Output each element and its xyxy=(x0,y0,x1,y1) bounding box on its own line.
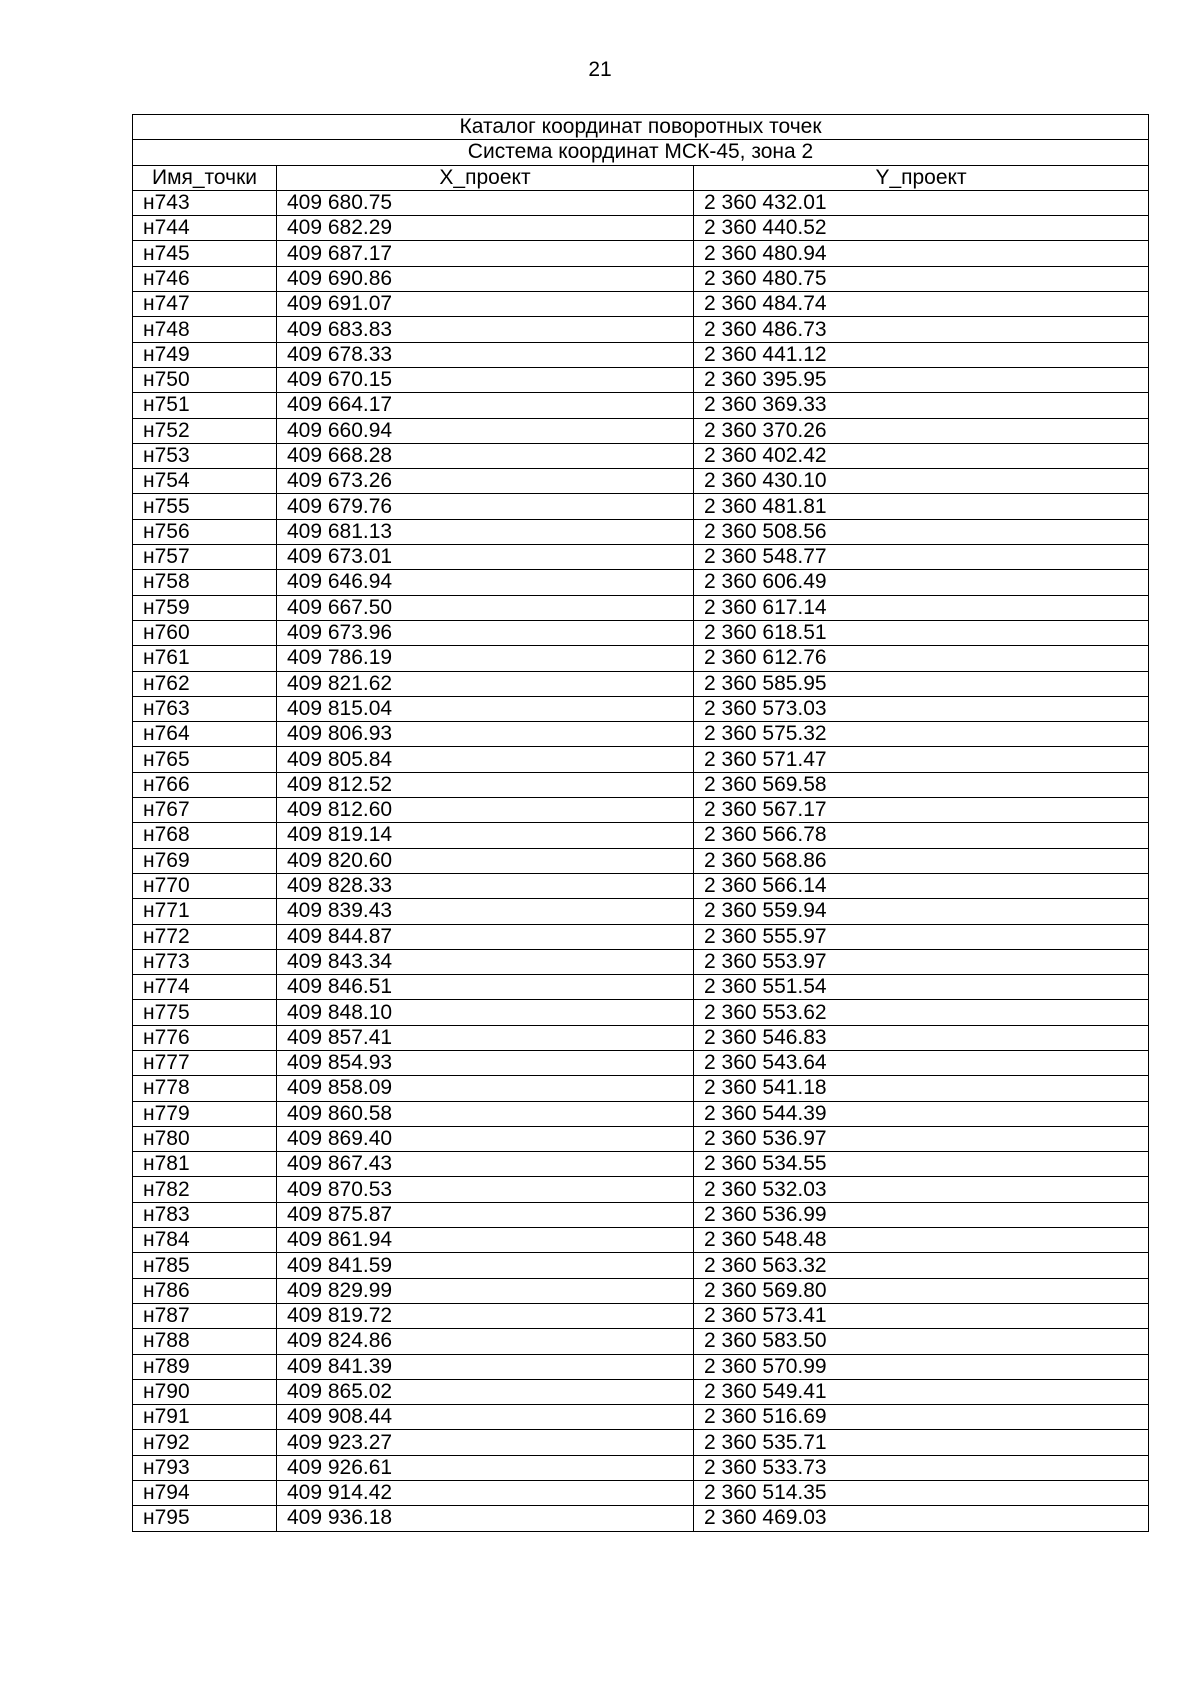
cell-x: 409 673.01 xyxy=(277,545,694,570)
table-row xyxy=(133,1354,1149,1379)
cell-point-name: н768 xyxy=(133,823,277,848)
cell-y: 2 360 440.52 xyxy=(694,216,1149,241)
table-row xyxy=(133,747,1149,772)
table-row xyxy=(133,1101,1149,1126)
cell-x: 409 679.76 xyxy=(277,494,694,519)
cell-y: 2 360 566.14 xyxy=(694,873,1149,898)
cell-y: 2 360 544.39 xyxy=(694,1101,1149,1126)
cell-point-name: н751 xyxy=(133,393,277,418)
cell-point-name: н782 xyxy=(133,1177,277,1202)
cell-x: 409 691.07 xyxy=(277,292,694,317)
cell-y: 2 360 541.18 xyxy=(694,1076,1149,1101)
cell-y: 2 360 571.47 xyxy=(694,747,1149,772)
cell-y: 2 360 543.64 xyxy=(694,1050,1149,1075)
cell-x: 409 923.27 xyxy=(277,1430,694,1455)
table-row xyxy=(133,1228,1149,1253)
cell-x: 409 908.44 xyxy=(277,1405,694,1430)
cell-point-name: н753 xyxy=(133,443,277,468)
cell-point-name: н789 xyxy=(133,1354,277,1379)
cell-y: 2 360 508.56 xyxy=(694,519,1149,544)
cell-point-name: н761 xyxy=(133,646,277,671)
cell-x: 409 683.83 xyxy=(277,317,694,342)
cell-point-name: н752 xyxy=(133,418,277,443)
table-row xyxy=(133,772,1149,797)
cell-x: 409 914.42 xyxy=(277,1481,694,1506)
header-x: X_проект xyxy=(277,165,694,190)
cell-x: 409 673.96 xyxy=(277,620,694,645)
table-row xyxy=(133,671,1149,696)
cell-point-name: н758 xyxy=(133,570,277,595)
cell-x: 409 867.43 xyxy=(277,1152,694,1177)
table-row xyxy=(133,292,1149,317)
table-row xyxy=(133,873,1149,898)
table-row xyxy=(133,1278,1149,1303)
cell-y: 2 360 395.95 xyxy=(694,367,1149,392)
table-row xyxy=(133,519,1149,544)
cell-y: 2 360 583.50 xyxy=(694,1329,1149,1354)
table-row xyxy=(133,1455,1149,1480)
cell-y: 2 360 369.33 xyxy=(694,393,1149,418)
cell-x: 409 857.41 xyxy=(277,1025,694,1050)
cell-point-name: н776 xyxy=(133,1025,277,1050)
table-row xyxy=(133,1303,1149,1328)
cell-x: 409 820.60 xyxy=(277,848,694,873)
cell-x: 409 936.18 xyxy=(277,1506,694,1531)
cell-x: 409 821.62 xyxy=(277,671,694,696)
cell-x: 409 819.72 xyxy=(277,1303,694,1328)
cell-point-name: н784 xyxy=(133,1228,277,1253)
cell-y: 2 360 534.55 xyxy=(694,1152,1149,1177)
cell-point-name: н777 xyxy=(133,1050,277,1075)
cell-x: 409 926.61 xyxy=(277,1455,694,1480)
table-row xyxy=(133,924,1149,949)
table-row xyxy=(133,494,1149,519)
cell-y: 2 360 566.78 xyxy=(694,823,1149,848)
cell-y: 2 360 516.69 xyxy=(694,1405,1149,1430)
cell-y: 2 360 480.75 xyxy=(694,266,1149,291)
cell-point-name: н773 xyxy=(133,949,277,974)
cell-y: 2 360 402.42 xyxy=(694,443,1149,468)
cell-point-name: н747 xyxy=(133,292,277,317)
cell-point-name: н794 xyxy=(133,1481,277,1506)
cell-x: 409 680.75 xyxy=(277,190,694,215)
table-row xyxy=(133,266,1149,291)
table-body xyxy=(133,115,1149,1532)
table-row xyxy=(133,1050,1149,1075)
cell-point-name: н795 xyxy=(133,1506,277,1531)
cell-y: 2 360 575.32 xyxy=(694,722,1149,747)
cell-y: 2 360 484.74 xyxy=(694,292,1149,317)
cell-point-name: н770 xyxy=(133,873,277,898)
cell-y: 2 360 570.99 xyxy=(694,1354,1149,1379)
table-row xyxy=(133,469,1149,494)
table-row xyxy=(133,722,1149,747)
cell-point-name: н765 xyxy=(133,747,277,772)
cell-point-name: н781 xyxy=(133,1152,277,1177)
cell-point-name: н763 xyxy=(133,696,277,721)
table-row xyxy=(133,241,1149,266)
table-title-row xyxy=(133,115,1149,140)
cell-x: 409 806.93 xyxy=(277,722,694,747)
table-row xyxy=(133,1481,1149,1506)
table-row xyxy=(133,1253,1149,1278)
cell-y: 2 360 567.17 xyxy=(694,798,1149,823)
cell-y: 2 360 553.97 xyxy=(694,949,1149,974)
table-header-row xyxy=(133,165,1149,190)
table-row xyxy=(133,190,1149,215)
table-row xyxy=(133,975,1149,1000)
table-row xyxy=(133,342,1149,367)
cell-y: 2 360 536.99 xyxy=(694,1202,1149,1227)
cell-x: 409 860.58 xyxy=(277,1101,694,1126)
cell-x: 409 687.17 xyxy=(277,241,694,266)
cell-x: 409 668.28 xyxy=(277,443,694,468)
cell-y: 2 360 569.80 xyxy=(694,1278,1149,1303)
table-row xyxy=(133,1506,1149,1531)
cell-y: 2 360 559.94 xyxy=(694,899,1149,924)
cell-y: 2 360 551.54 xyxy=(694,975,1149,1000)
cell-y: 2 360 486.73 xyxy=(694,317,1149,342)
cell-point-name: н757 xyxy=(133,545,277,570)
cell-y: 2 360 548.77 xyxy=(694,545,1149,570)
cell-point-name: н743 xyxy=(133,190,277,215)
cell-y: 2 360 617.14 xyxy=(694,595,1149,620)
cell-y: 2 360 612.76 xyxy=(694,646,1149,671)
table-row xyxy=(133,1025,1149,1050)
cell-point-name: н779 xyxy=(133,1101,277,1126)
table-row xyxy=(133,1430,1149,1455)
table-title: Каталог координат поворотных точек xyxy=(133,115,1149,140)
table-row xyxy=(133,1000,1149,1025)
cell-point-name: н788 xyxy=(133,1329,277,1354)
cell-x: 409 861.94 xyxy=(277,1228,694,1253)
cell-x: 409 843.34 xyxy=(277,949,694,974)
cell-point-name: н785 xyxy=(133,1253,277,1278)
cell-x: 409 670.15 xyxy=(277,367,694,392)
cell-point-name: н771 xyxy=(133,899,277,924)
cell-x: 409 690.86 xyxy=(277,266,694,291)
table-row xyxy=(133,545,1149,570)
table-row xyxy=(133,1177,1149,1202)
cell-x: 409 646.94 xyxy=(277,570,694,595)
cell-y: 2 360 546.83 xyxy=(694,1025,1149,1050)
cell-y: 2 360 533.73 xyxy=(694,1455,1149,1480)
cell-x: 409 858.09 xyxy=(277,1076,694,1101)
coordinate-catalog-table xyxy=(132,114,1149,1532)
cell-y: 2 360 514.35 xyxy=(694,1481,1149,1506)
cell-y: 2 360 606.49 xyxy=(694,570,1149,595)
cell-point-name: н762 xyxy=(133,671,277,696)
cell-point-name: н786 xyxy=(133,1278,277,1303)
cell-point-name: н793 xyxy=(133,1455,277,1480)
cell-y: 2 360 549.41 xyxy=(694,1379,1149,1404)
table-row xyxy=(133,696,1149,721)
cell-point-name: н746 xyxy=(133,266,277,291)
cell-point-name: н759 xyxy=(133,595,277,620)
cell-point-name: н772 xyxy=(133,924,277,949)
cell-y: 2 360 480.94 xyxy=(694,241,1149,266)
cell-point-name: н745 xyxy=(133,241,277,266)
cell-point-name: н750 xyxy=(133,367,277,392)
cell-x: 409 854.93 xyxy=(277,1050,694,1075)
cell-y: 2 360 555.97 xyxy=(694,924,1149,949)
cell-y: 2 360 573.41 xyxy=(694,1303,1149,1328)
cell-point-name: н783 xyxy=(133,1202,277,1227)
cell-point-name: н756 xyxy=(133,519,277,544)
cell-y: 2 360 548.48 xyxy=(694,1228,1149,1253)
table-row xyxy=(133,798,1149,823)
header-y: Y_проект xyxy=(694,165,1149,190)
table-row xyxy=(133,595,1149,620)
table-row xyxy=(133,1152,1149,1177)
cell-point-name: н767 xyxy=(133,798,277,823)
cell-x: 409 812.60 xyxy=(277,798,694,823)
table-subtitle-row xyxy=(133,140,1149,165)
cell-y: 2 360 569.58 xyxy=(694,772,1149,797)
cell-y: 2 360 618.51 xyxy=(694,620,1149,645)
table-row xyxy=(133,1202,1149,1227)
cell-x: 409 786.19 xyxy=(277,646,694,671)
cell-x: 409 841.39 xyxy=(277,1354,694,1379)
cell-x: 409 844.87 xyxy=(277,924,694,949)
table-row xyxy=(133,570,1149,595)
table-row xyxy=(133,443,1149,468)
cell-y: 2 360 441.12 xyxy=(694,342,1149,367)
table-row xyxy=(133,646,1149,671)
cell-x: 409 805.84 xyxy=(277,747,694,772)
table-row xyxy=(133,1126,1149,1151)
header-point-name: Имя_точки xyxy=(133,165,277,190)
cell-y: 2 360 568.86 xyxy=(694,848,1149,873)
cell-point-name: н755 xyxy=(133,494,277,519)
table-subtitle: Система координат МСК-45, зона 2 xyxy=(133,140,1149,165)
cell-y: 2 360 553.62 xyxy=(694,1000,1149,1025)
cell-x: 409 824.86 xyxy=(277,1329,694,1354)
cell-point-name: н775 xyxy=(133,1000,277,1025)
cell-x: 409 678.33 xyxy=(277,342,694,367)
cell-point-name: н766 xyxy=(133,772,277,797)
cell-y: 2 360 535.71 xyxy=(694,1430,1149,1455)
cell-x: 409 667.50 xyxy=(277,595,694,620)
cell-point-name: н748 xyxy=(133,317,277,342)
cell-point-name: н780 xyxy=(133,1126,277,1151)
table-row xyxy=(133,848,1149,873)
cell-point-name: н749 xyxy=(133,342,277,367)
cell-x: 409 839.43 xyxy=(277,899,694,924)
cell-y: 2 360 481.81 xyxy=(694,494,1149,519)
cell-x: 409 682.29 xyxy=(277,216,694,241)
cell-point-name: н778 xyxy=(133,1076,277,1101)
cell-x: 409 875.87 xyxy=(277,1202,694,1227)
cell-y: 2 360 532.03 xyxy=(694,1177,1149,1202)
cell-y: 2 360 536.97 xyxy=(694,1126,1149,1151)
table-row xyxy=(133,1076,1149,1101)
cell-x: 409 869.40 xyxy=(277,1126,694,1151)
cell-point-name: н744 xyxy=(133,216,277,241)
cell-x: 409 870.53 xyxy=(277,1177,694,1202)
table-row xyxy=(133,823,1149,848)
cell-x: 409 829.99 xyxy=(277,1278,694,1303)
table-row xyxy=(133,620,1149,645)
cell-point-name: н764 xyxy=(133,722,277,747)
cell-y: 2 360 573.03 xyxy=(694,696,1149,721)
cell-y: 2 360 370.26 xyxy=(694,418,1149,443)
table-row xyxy=(133,899,1149,924)
cell-x: 409 841.59 xyxy=(277,1253,694,1278)
cell-point-name: н791 xyxy=(133,1405,277,1430)
table-row xyxy=(133,393,1149,418)
cell-x: 409 828.33 xyxy=(277,873,694,898)
table-row xyxy=(133,367,1149,392)
page-number: 21 xyxy=(588,58,612,81)
cell-x: 409 848.10 xyxy=(277,1000,694,1025)
cell-x: 409 815.04 xyxy=(277,696,694,721)
cell-point-name: н754 xyxy=(133,469,277,494)
table-row xyxy=(133,216,1149,241)
cell-point-name: н787 xyxy=(133,1303,277,1328)
cell-y: 2 360 563.32 xyxy=(694,1253,1149,1278)
table-row xyxy=(133,317,1149,342)
cell-x: 409 681.13 xyxy=(277,519,694,544)
table-row xyxy=(133,418,1149,443)
table-row xyxy=(133,1405,1149,1430)
cell-point-name: н760 xyxy=(133,620,277,645)
cell-point-name: н774 xyxy=(133,975,277,1000)
cell-y: 2 360 469.03 xyxy=(694,1506,1149,1531)
cell-x: 409 819.14 xyxy=(277,823,694,848)
table-row xyxy=(133,1329,1149,1354)
cell-point-name: н792 xyxy=(133,1430,277,1455)
table-row xyxy=(133,949,1149,974)
cell-x: 409 664.17 xyxy=(277,393,694,418)
cell-x: 409 673.26 xyxy=(277,469,694,494)
cell-x: 409 812.52 xyxy=(277,772,694,797)
cell-x: 409 846.51 xyxy=(277,975,694,1000)
cell-point-name: н769 xyxy=(133,848,277,873)
cell-y: 2 360 432.01 xyxy=(694,190,1149,215)
cell-x: 409 660.94 xyxy=(277,418,694,443)
cell-point-name: н790 xyxy=(133,1379,277,1404)
table-row xyxy=(133,1379,1149,1404)
cell-y: 2 360 585.95 xyxy=(694,671,1149,696)
cell-y: 2 360 430.10 xyxy=(694,469,1149,494)
cell-x: 409 865.02 xyxy=(277,1379,694,1404)
